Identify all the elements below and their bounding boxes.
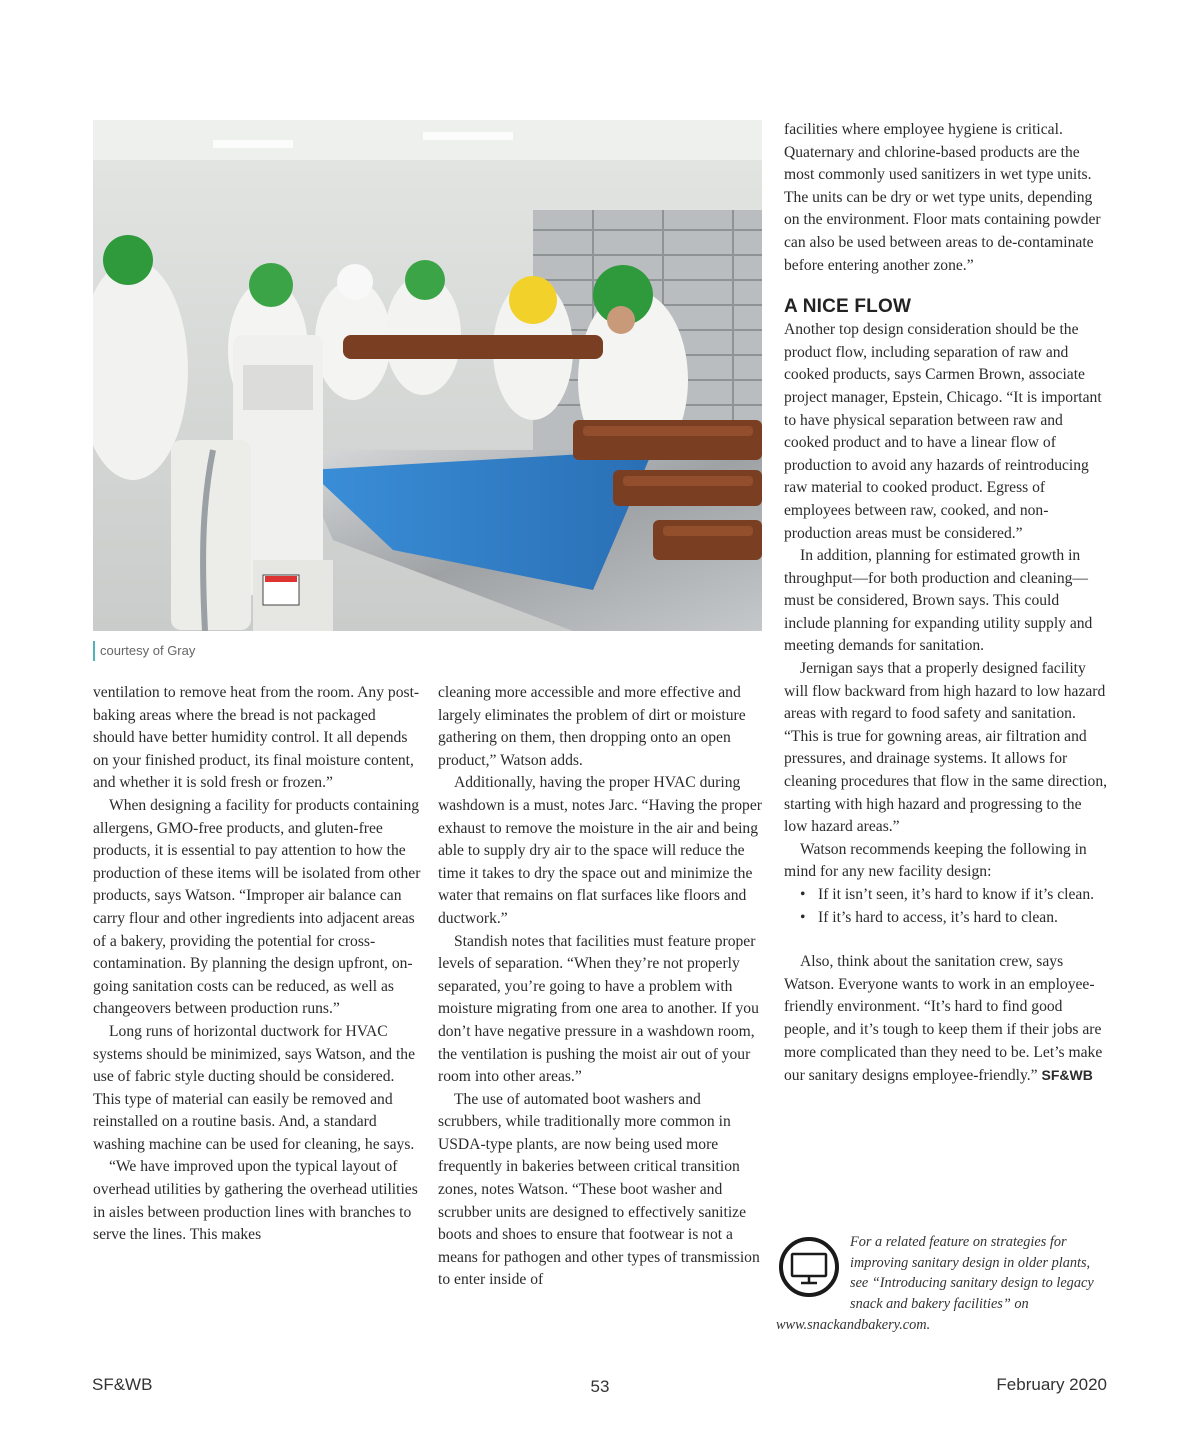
related-text (776, 1232, 1106, 1336)
paragraph: facilities where employee hygiene is critical. Quaternary and chlorine-based products are the most commonly used sanitizers in wet type units. The units can be dry or wet type units, depending on the environment. Floor mats containing powder can also be used between areas to de-contaminate before entering another zone.” (784, 121, 1101, 274)
paragraph: Additionally, having the proper HVAC during washdown is a must, notes Jarc. “Having the proper exhaust to remove the moisture in the air and being able to supply dry air to the space will reduce the time it takes to dry the space out and minimize the water that remains on flat surfaces like floors and ductwork.” (438, 774, 762, 927)
list-item: • If it’s hard to access, it’s hard to clean. (798, 907, 1108, 930)
signature: SF&WB (1041, 1067, 1093, 1084)
paragraph (784, 951, 1108, 1088)
paragraph: Long runs of horizontal ductwork for HVAC systems should be minimized, says Watson, and the use of fabric style ducting should be considered. This type of material can easily be removed and reinstalled on a routine basis. And, a standard washing machine can be used for cleaning, he says. (93, 1022, 415, 1153)
column-3 (784, 119, 1108, 1088)
list-item: • If it isn’t seen, it’s hard to know if it’s clean. (798, 884, 1108, 907)
paragraph: ventilation to remove heat from the room. Any post-baking areas where the bread is not packaged should have better humidity control. It all depends on your finished product, its final moisture content, and whether it is sold fresh or frozen.” (93, 684, 420, 792)
column-2 (438, 682, 764, 1292)
paragraph: When designing a facility for products containing allergens, GMO-free products, and gluten-free products, it is essential to pay attention to how the production of these items will be isolated from other products, says Watson. “Improper air balance can carry flour and other ingredients into adjacent areas of a bakery, providing the potential for cross-contamination. By planning the design upfront, on-going sanitation costs can be reduced, as well as changeovers between production runs.” (93, 796, 421, 1018)
related-feature (776, 1232, 1106, 1342)
footer-date: February 2020 (996, 1375, 1107, 1394)
column-1 (93, 682, 421, 1247)
paragraph: Standish notes that facilities must feature proper levels of separation. “When they’re not properly separated, you’re going to have a problem with moisture migrating from one area to another. If you don’t have negative pressure in a washdown room, the ventilation is pushing the moist air out of your room into other areas.” (438, 932, 759, 1086)
paragraph: The use of automated boot washers and scrubbers, while traditionally more common in USDA-type plants, are now being used more frequently in bakeries between critical transition zones, notes Watson. “These boot washer and scrubber units are designed to effectively sanitize boots and shoes to ensure that footwear is not a means for pathogen and other types of transmission to enter inside of (438, 1090, 760, 1289)
paragraph: In addition, planning for estimated growth in throughput—for both production and cleaning—must be considered, Brown says. This could include planning for expanding utility supply and meeting demands for sanitation. (784, 547, 1093, 655)
bullet-list (784, 884, 1108, 929)
section-heading: A NICE FLOW (784, 296, 912, 318)
related-link-text: For a related feature on strategies for improving sanitary design in older plants, see “Introducing sanitary design to legacy snack and bakery facilities” on www.snackandbakery.com. (776, 1234, 1094, 1333)
footer-publication: SF&WB (92, 1375, 153, 1394)
paragraph: Jernigan says that a properly designed facility will flow backward from high hazard to low hazard areas with regard to food safety and sanitation. “This is true for gowning areas, air filtration and pressures, and drainage systems. It allows for cleaning procedures that flow in the same direction, starting with high hazard and progressing to the low hazard areas.” (784, 660, 1108, 836)
paragraph: Watson recommends keeping the following in mind for any new facility design: (784, 840, 1087, 881)
factory-conveyor-photo (93, 120, 762, 631)
paragraph: Another top design consideration should be the product flow, including separation of raw and cooked products, says Carmen Brown, associate project manager, Epstein, Chicago. “It is important to have physical separation between raw and cooked product and to have a linear flow of production to avoid any hazards of reintroducing raw material to cooked product. Egress of employees between raw, cooked, and non-production areas must be considered.” (784, 321, 1102, 542)
page-number: 53 (590, 1377, 610, 1396)
article-photo (93, 120, 762, 631)
paragraph: cleaning more accessible and more effective and largely eliminates the problem of dirt or moisture gathering on them, then dropping onto an open product,” Watson adds. (438, 684, 746, 769)
paragraph: “We have improved upon the typical layout of overhead utilities by gathering the overhead utilities in aisles between production lines with branches to serve the lines. This makes (93, 1158, 418, 1244)
closing-text: Also, think about the sanitation crew, says Watson. Everyone wants to work in an employee-friendly environment. “It’s hard to find good people, and it’s tough to keep them if their jobs are more complicated than they need to be. Let’s make our sanitary designs employee-friendly.” (784, 953, 1103, 1085)
photo-caption: courtesy of Gray (93, 641, 195, 661)
